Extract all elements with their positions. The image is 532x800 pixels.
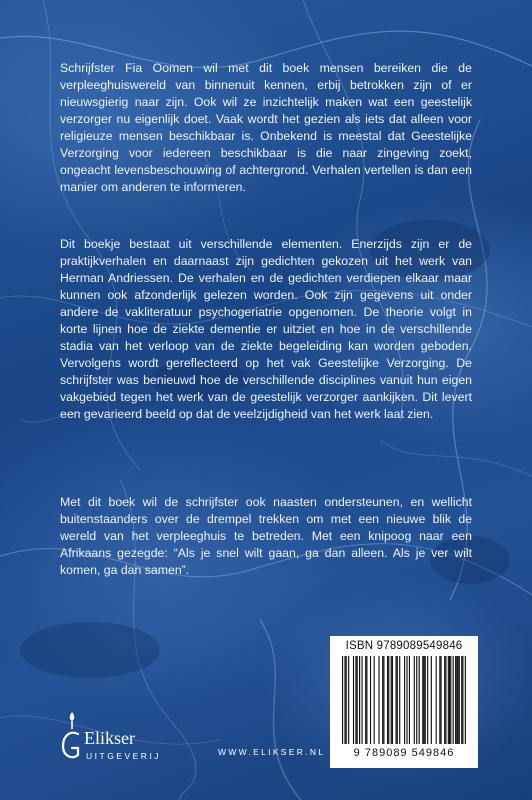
barcode-bar (445, 656, 446, 744)
barcode-bar (342, 656, 343, 744)
barcode-bar (346, 656, 347, 744)
barcode-bar (382, 656, 383, 744)
barcode-bar (427, 656, 428, 744)
barcode-bar (344, 656, 345, 744)
barcode-bar (457, 656, 458, 744)
barcode-bar (439, 656, 440, 744)
barcode-bar (370, 656, 371, 744)
barcode-bar (406, 656, 407, 744)
barcode-bar (383, 656, 384, 744)
barcode-bar (365, 656, 366, 744)
barcode-icon (340, 656, 468, 744)
description-paragraph-3: Met dit boek wil de schrijfster ook naasten ondersteunen, en wellicht buitenstaanders over de drempel trekken om met een nieuwe blik de wereld van het verpleeghuis te betreden. Met een knipoog naar een Afrikaans gezegde: “Als je snel wilt gaan, ga dan alleen. Als je ver wilt komen, ga dan samen”. (60, 495, 472, 577)
barcode-bar (387, 656, 388, 744)
barcode-bar (459, 656, 460, 744)
barcode-bar (359, 656, 360, 744)
publisher-name: Elikser (84, 728, 135, 748)
barcode-bar (361, 656, 362, 744)
barcode-bar (395, 656, 396, 744)
isbn-label: ISBN 9789089549846 (345, 640, 463, 652)
barcode-bar (450, 656, 451, 744)
barcode-bar (355, 656, 356, 744)
barcode-bar (448, 656, 449, 744)
barcode-bar (397, 656, 398, 744)
barcode-bar (378, 656, 379, 744)
isbn-digits: 9 789089 549846 (353, 747, 455, 759)
barcode-bar (374, 656, 375, 744)
barcode-bar (404, 656, 405, 744)
isbn-barcode-box (330, 636, 478, 768)
barcode-bar (419, 656, 420, 744)
barcode-bar (462, 656, 463, 744)
barcode-bar (357, 656, 358, 744)
barcode-bar (453, 656, 454, 744)
barcode-bar (414, 656, 415, 744)
barcode-bar (449, 656, 450, 744)
barcode-bar (465, 656, 466, 744)
barcode-bar (422, 656, 423, 744)
barcode-bar (399, 656, 400, 744)
barcode-bar (423, 656, 424, 744)
description-paragraph-2: Dit boekje bestaat uit verschillende elementen. Enerzijds zijn er de praktijkverhalen en daarnaast zijn gedichten gekozen uit het werk van Herman Andriessen. De verhalen en de gedichten verdiepen elkaar maar kunnen ook afzonderlijk gelezen worden. Ook zijn gegevens uit onder andere de vakliteratuur psychogeriatrie opgenomen. De theorie volgt in korte lijnen hoe de ziekte dementie er uitziet en hoe in de verschillende stadia van het verloop van de ziekte begeleiding kan worden geboden. Vervolgens wordt gereflecteerd op het vak Geestelijke Verzorging. De schrijfster was benieuwd hoe de verschillende disciplines vanuit hun eigen vakgebied tegen het werk van de geestelijk verzorger aankijken. Dit levert een gevarieerd beeld op dat de veelzijdigheid van het werk laat zien. (60, 237, 472, 421)
barcode-bar (440, 656, 441, 744)
publisher-subtitle: UITGEVERIJ (86, 751, 162, 761)
barcode-bar (416, 656, 417, 744)
barcode-bar (392, 656, 393, 744)
barcode-bar (409, 656, 410, 744)
barcode-bar (431, 656, 432, 744)
barcode-bar (444, 656, 445, 744)
publisher-logo (60, 710, 190, 770)
barcode-bar (348, 656, 349, 744)
barcode-bar (461, 656, 462, 744)
barcode-bar (366, 656, 367, 744)
barcode-bar (456, 656, 457, 744)
description-paragraph-1: Schrijfster Fia Oomen wil met dit boek mensen bereiken die de verpleeghuiswereld van binnenuit kennen, erbij betrokken zijn of er nieuwsgierig naar zijn. Ook wil ze inzichtelijk maken wat een geestelijk verzorger nu eigenlijk doet. Vaak wordt het gezien als iets dat alleen voor religieuze mensen beschikbaar is. Onbekend is meestal dat Geestelijke Verzorging voor iedereen beschikbaar is die naar zingeving zoekt, ongeacht levensbeschouwing of achtergrond. Verhalen vertellen is dan een manier om anderen te informeren. (60, 61, 472, 194)
barcode-bar (436, 656, 437, 744)
elikser-logo-icon (60, 710, 84, 766)
barcode-bar (388, 656, 389, 744)
publisher-website: WWW.ELIKSER.NL (218, 747, 326, 757)
barcode-bar (391, 656, 392, 744)
barcode-bar (455, 656, 456, 744)
barcode-bar (353, 656, 354, 744)
barcode-bar (425, 656, 426, 744)
